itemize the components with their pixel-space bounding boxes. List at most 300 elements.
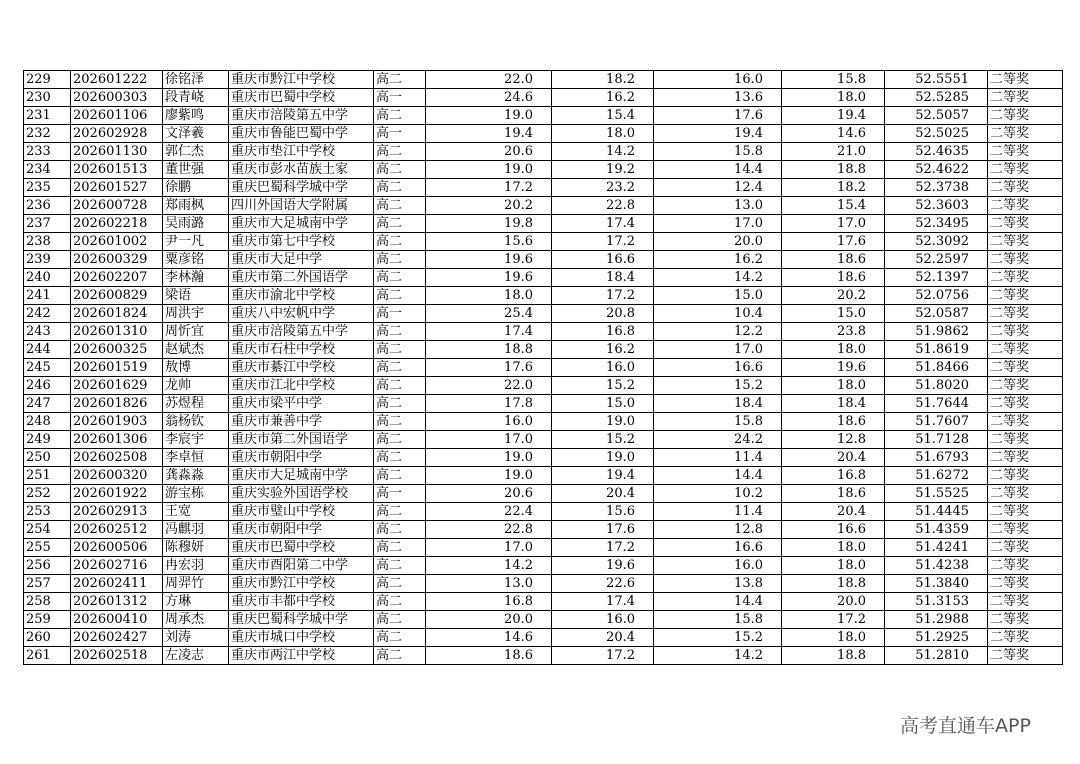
cell-score-4: 18.2 bbox=[782, 179, 885, 197]
cell-grade: 高一 bbox=[374, 125, 426, 143]
cell-score-2: 17.6 bbox=[552, 521, 654, 539]
cell-school: 重庆市兼善中学 bbox=[229, 413, 374, 431]
cell-rank: 238 bbox=[24, 233, 71, 251]
cell-score-1: 25.4 bbox=[426, 305, 552, 323]
cell-exam-id: 202601222 bbox=[71, 71, 163, 89]
cell-school: 重庆市黔江中学校 bbox=[229, 575, 374, 593]
cell-total-score: 51.2810 bbox=[885, 647, 988, 665]
cell-total-score: 51.3153 bbox=[885, 593, 988, 611]
cell-score-4: 23.8 bbox=[782, 323, 885, 341]
cell-school: 四川外国语大学附属 bbox=[229, 197, 374, 215]
cell-school: 重庆市黔江中学校 bbox=[229, 71, 374, 89]
cell-student-name: 徐鹏 bbox=[163, 179, 229, 197]
cell-exam-id: 202602508 bbox=[71, 449, 163, 467]
cell-award: 二等奖 bbox=[988, 179, 1063, 197]
cell-grade: 高二 bbox=[374, 269, 426, 287]
cell-award: 二等奖 bbox=[988, 287, 1063, 305]
cell-student-name: 李林瀚 bbox=[163, 269, 229, 287]
cell-score-4: 21.0 bbox=[782, 143, 885, 161]
cell-score-2: 15.2 bbox=[552, 431, 654, 449]
cell-student-name: 李宸宇 bbox=[163, 431, 229, 449]
table-row bbox=[24, 395, 1063, 413]
cell-student-name: 游宝栋 bbox=[163, 485, 229, 503]
table-row bbox=[24, 179, 1063, 197]
cell-exam-id: 202601312 bbox=[71, 593, 163, 611]
cell-score-2: 17.2 bbox=[552, 233, 654, 251]
table-row bbox=[24, 89, 1063, 107]
cell-score-2: 16.0 bbox=[552, 611, 654, 629]
cell-exam-id: 202601629 bbox=[71, 377, 163, 395]
cell-student-name: 粟彦铭 bbox=[163, 251, 229, 269]
cell-award: 二等奖 bbox=[988, 305, 1063, 323]
cell-score-1: 18.0 bbox=[426, 287, 552, 305]
cell-score-1: 19.0 bbox=[426, 449, 552, 467]
table-row bbox=[24, 323, 1063, 341]
cell-rank: 234 bbox=[24, 161, 71, 179]
cell-score-2: 17.4 bbox=[552, 593, 654, 611]
cell-exam-id: 202601903 bbox=[71, 413, 163, 431]
table-row bbox=[24, 611, 1063, 629]
cell-score-2: 19.4 bbox=[552, 467, 654, 485]
cell-award: 二等奖 bbox=[988, 359, 1063, 377]
cell-student-name: 吴雨潞 bbox=[163, 215, 229, 233]
cell-score-2: 16.6 bbox=[552, 251, 654, 269]
cell-grade: 高二 bbox=[374, 503, 426, 521]
cell-score-1: 19.4 bbox=[426, 125, 552, 143]
cell-exam-id: 202601527 bbox=[71, 179, 163, 197]
table-row bbox=[24, 521, 1063, 539]
cell-grade: 高二 bbox=[374, 467, 426, 485]
cell-exam-id: 202601922 bbox=[71, 485, 163, 503]
cell-total-score: 52.3495 bbox=[885, 215, 988, 233]
cell-grade: 高二 bbox=[374, 557, 426, 575]
cell-score-3: 10.4 bbox=[654, 305, 782, 323]
cell-rank: 257 bbox=[24, 575, 71, 593]
table-row bbox=[24, 233, 1063, 251]
cell-score-1: 14.2 bbox=[426, 557, 552, 575]
cell-student-name: 郑雨枫 bbox=[163, 197, 229, 215]
cell-total-score: 52.0587 bbox=[885, 305, 988, 323]
cell-score-1: 20.6 bbox=[426, 143, 552, 161]
cell-school: 重庆市第二外国语学 bbox=[229, 431, 374, 449]
cell-rank: 256 bbox=[24, 557, 71, 575]
cell-school: 重庆市巴蜀中学校 bbox=[229, 89, 374, 107]
cell-rank: 241 bbox=[24, 287, 71, 305]
cell-rank: 246 bbox=[24, 377, 71, 395]
cell-score-3: 10.2 bbox=[654, 485, 782, 503]
cell-score-3: 17.0 bbox=[654, 341, 782, 359]
cell-student-name: 陈穆妍 bbox=[163, 539, 229, 557]
cell-award: 二等奖 bbox=[988, 395, 1063, 413]
cell-score-3: 15.0 bbox=[654, 287, 782, 305]
cell-score-4: 18.6 bbox=[782, 251, 885, 269]
cell-exam-id: 202602518 bbox=[71, 647, 163, 665]
cell-score-4: 16.8 bbox=[782, 467, 885, 485]
cell-score-2: 22.8 bbox=[552, 197, 654, 215]
cell-grade: 高二 bbox=[374, 449, 426, 467]
cell-school: 重庆市大足中学 bbox=[229, 251, 374, 269]
cell-award: 二等奖 bbox=[988, 89, 1063, 107]
cell-score-3: 17.6 bbox=[654, 107, 782, 125]
watermark-text: 高考直通车APP bbox=[900, 715, 1031, 737]
table-row bbox=[24, 215, 1063, 233]
cell-score-2: 22.6 bbox=[552, 575, 654, 593]
cell-student-name: 文泽羲 bbox=[163, 125, 229, 143]
cell-score-1: 22.8 bbox=[426, 521, 552, 539]
cell-grade: 高二 bbox=[374, 359, 426, 377]
cell-total-score: 52.1397 bbox=[885, 269, 988, 287]
cell-score-1: 17.2 bbox=[426, 179, 552, 197]
cell-grade: 高一 bbox=[374, 485, 426, 503]
table-row bbox=[24, 251, 1063, 269]
cell-total-score: 51.6793 bbox=[885, 449, 988, 467]
table-row bbox=[24, 197, 1063, 215]
cell-grade: 高二 bbox=[374, 593, 426, 611]
cell-score-3: 24.2 bbox=[654, 431, 782, 449]
cell-score-4: 12.8 bbox=[782, 431, 885, 449]
cell-exam-id: 202601306 bbox=[71, 431, 163, 449]
cell-grade: 高二 bbox=[374, 341, 426, 359]
cell-school: 重庆市梁平中学 bbox=[229, 395, 374, 413]
cell-school: 重庆市石柱中学校 bbox=[229, 341, 374, 359]
cell-score-3: 16.2 bbox=[654, 251, 782, 269]
cell-award: 二等奖 bbox=[988, 413, 1063, 431]
cell-student-name: 周承杰 bbox=[163, 611, 229, 629]
cell-award: 二等奖 bbox=[988, 575, 1063, 593]
cell-award: 二等奖 bbox=[988, 269, 1063, 287]
cell-rank: 252 bbox=[24, 485, 71, 503]
cell-score-1: 14.6 bbox=[426, 629, 552, 647]
cell-score-1: 20.6 bbox=[426, 485, 552, 503]
cell-school: 重庆市第七中学校 bbox=[229, 233, 374, 251]
cell-score-2: 16.0 bbox=[552, 359, 654, 377]
cell-total-score: 52.5025 bbox=[885, 125, 988, 143]
cell-total-score: 51.2925 bbox=[885, 629, 988, 647]
table-row bbox=[24, 71, 1063, 89]
cell-school: 重庆市綦江中学校 bbox=[229, 359, 374, 377]
cell-total-score: 52.3603 bbox=[885, 197, 988, 215]
cell-rank: 235 bbox=[24, 179, 71, 197]
cell-score-3: 16.6 bbox=[654, 539, 782, 557]
table-row bbox=[24, 485, 1063, 503]
cell-award: 二等奖 bbox=[988, 125, 1063, 143]
cell-score-4: 17.0 bbox=[782, 215, 885, 233]
cell-score-4: 17.2 bbox=[782, 611, 885, 629]
cell-school: 重庆实验外国语学校 bbox=[229, 485, 374, 503]
cell-award: 二等奖 bbox=[988, 233, 1063, 251]
cell-score-2: 15.6 bbox=[552, 503, 654, 521]
cell-score-3: 14.4 bbox=[654, 467, 782, 485]
cell-student-name: 冉宏羽 bbox=[163, 557, 229, 575]
cell-exam-id: 202602218 bbox=[71, 215, 163, 233]
cell-award: 二等奖 bbox=[988, 485, 1063, 503]
cell-score-3: 14.4 bbox=[654, 593, 782, 611]
cell-score-3: 11.4 bbox=[654, 503, 782, 521]
cell-score-1: 19.6 bbox=[426, 251, 552, 269]
table-row bbox=[24, 629, 1063, 647]
cell-grade: 高二 bbox=[374, 161, 426, 179]
cell-school: 重庆市丰都中学校 bbox=[229, 593, 374, 611]
cell-grade: 高二 bbox=[374, 575, 426, 593]
cell-total-score: 51.8466 bbox=[885, 359, 988, 377]
cell-rank: 248 bbox=[24, 413, 71, 431]
cell-school: 重庆市彭水苗族土家 bbox=[229, 161, 374, 179]
cell-score-4: 18.0 bbox=[782, 89, 885, 107]
cell-award: 二等奖 bbox=[988, 161, 1063, 179]
cell-grade: 高二 bbox=[374, 323, 426, 341]
table-row bbox=[24, 575, 1063, 593]
cell-school: 重庆市涪陵第五中学 bbox=[229, 323, 374, 341]
cell-grade: 高一 bbox=[374, 89, 426, 107]
cell-grade: 高二 bbox=[374, 179, 426, 197]
cell-student-name: 周忻宜 bbox=[163, 323, 229, 341]
cell-award: 二等奖 bbox=[988, 215, 1063, 233]
cell-award: 二等奖 bbox=[988, 503, 1063, 521]
cell-score-2: 19.0 bbox=[552, 413, 654, 431]
cell-score-2: 19.0 bbox=[552, 449, 654, 467]
cell-grade: 高二 bbox=[374, 215, 426, 233]
cell-score-4: 14.6 bbox=[782, 125, 885, 143]
cell-score-1: 17.0 bbox=[426, 431, 552, 449]
cell-score-4: 20.2 bbox=[782, 287, 885, 305]
cell-award: 二等奖 bbox=[988, 611, 1063, 629]
cell-score-4: 18.8 bbox=[782, 575, 885, 593]
cell-student-name: 王宽 bbox=[163, 503, 229, 521]
table-row bbox=[24, 557, 1063, 575]
table-row bbox=[24, 143, 1063, 161]
cell-exam-id: 202601519 bbox=[71, 359, 163, 377]
cell-award: 二等奖 bbox=[988, 323, 1063, 341]
cell-total-score: 51.6272 bbox=[885, 467, 988, 485]
cell-score-2: 20.8 bbox=[552, 305, 654, 323]
cell-total-score: 51.5525 bbox=[885, 485, 988, 503]
cell-grade: 高二 bbox=[374, 611, 426, 629]
cell-score-2: 19.6 bbox=[552, 557, 654, 575]
cell-score-4: 18.8 bbox=[782, 647, 885, 665]
cell-school: 重庆市大足城南中学 bbox=[229, 467, 374, 485]
cell-total-score: 51.7644 bbox=[885, 395, 988, 413]
cell-total-score: 52.3092 bbox=[885, 233, 988, 251]
cell-rank: 240 bbox=[24, 269, 71, 287]
cell-score-3: 12.2 bbox=[654, 323, 782, 341]
cell-rank: 259 bbox=[24, 611, 71, 629]
cell-total-score: 51.8020 bbox=[885, 377, 988, 395]
results-table-body bbox=[24, 71, 1063, 665]
cell-grade: 高二 bbox=[374, 539, 426, 557]
cell-award: 二等奖 bbox=[988, 449, 1063, 467]
cell-rank: 243 bbox=[24, 323, 71, 341]
cell-exam-id: 202600325 bbox=[71, 341, 163, 359]
cell-exam-id: 202602913 bbox=[71, 503, 163, 521]
cell-grade: 高二 bbox=[374, 521, 426, 539]
cell-school: 重庆市酉阳第二中学 bbox=[229, 557, 374, 575]
cell-score-1: 19.0 bbox=[426, 107, 552, 125]
cell-grade: 高二 bbox=[374, 143, 426, 161]
cell-score-2: 15.4 bbox=[552, 107, 654, 125]
cell-student-name: 郭仁杰 bbox=[163, 143, 229, 161]
cell-exam-id: 202601826 bbox=[71, 395, 163, 413]
cell-rank: 244 bbox=[24, 341, 71, 359]
cell-award: 二等奖 bbox=[988, 143, 1063, 161]
cell-exam-id: 202601130 bbox=[71, 143, 163, 161]
table-row bbox=[24, 125, 1063, 143]
cell-score-4: 17.6 bbox=[782, 233, 885, 251]
cell-grade: 高二 bbox=[374, 647, 426, 665]
cell-exam-id: 202602411 bbox=[71, 575, 163, 593]
cell-total-score: 51.4241 bbox=[885, 539, 988, 557]
cell-score-4: 18.6 bbox=[782, 485, 885, 503]
table-row bbox=[24, 377, 1063, 395]
cell-score-1: 17.0 bbox=[426, 539, 552, 557]
table-row bbox=[24, 341, 1063, 359]
cell-score-3: 13.0 bbox=[654, 197, 782, 215]
cell-total-score: 51.9862 bbox=[885, 323, 988, 341]
cell-score-2: 18.0 bbox=[552, 125, 654, 143]
cell-student-name: 董世强 bbox=[163, 161, 229, 179]
cell-total-score: 51.4359 bbox=[885, 521, 988, 539]
cell-exam-id: 202600329 bbox=[71, 251, 163, 269]
cell-score-2: 15.0 bbox=[552, 395, 654, 413]
cell-score-4: 18.6 bbox=[782, 269, 885, 287]
table-row bbox=[24, 107, 1063, 125]
cell-rank: 254 bbox=[24, 521, 71, 539]
cell-score-2: 15.2 bbox=[552, 377, 654, 395]
cell-award: 二等奖 bbox=[988, 647, 1063, 665]
cell-student-name: 苏煜程 bbox=[163, 395, 229, 413]
cell-award: 二等奖 bbox=[988, 431, 1063, 449]
cell-grade: 高二 bbox=[374, 413, 426, 431]
cell-score-3: 15.8 bbox=[654, 611, 782, 629]
table-row bbox=[24, 449, 1063, 467]
cell-score-1: 17.4 bbox=[426, 323, 552, 341]
cell-rank: 253 bbox=[24, 503, 71, 521]
cell-school: 重庆市两江中学校 bbox=[229, 647, 374, 665]
cell-rank: 237 bbox=[24, 215, 71, 233]
table-row bbox=[24, 539, 1063, 557]
cell-total-score: 51.3840 bbox=[885, 575, 988, 593]
cell-student-name: 梁语 bbox=[163, 287, 229, 305]
cell-total-score: 51.4238 bbox=[885, 557, 988, 575]
results-table bbox=[23, 70, 1063, 665]
cell-exam-id: 202602427 bbox=[71, 629, 163, 647]
cell-school: 重庆市鲁能巴蜀中学 bbox=[229, 125, 374, 143]
cell-total-score: 52.2597 bbox=[885, 251, 988, 269]
cell-award: 二等奖 bbox=[988, 377, 1063, 395]
cell-total-score: 52.4622 bbox=[885, 161, 988, 179]
cell-score-1: 20.2 bbox=[426, 197, 552, 215]
cell-total-score: 52.4635 bbox=[885, 143, 988, 161]
cell-score-4: 18.4 bbox=[782, 395, 885, 413]
cell-rank: 251 bbox=[24, 467, 71, 485]
cell-rank: 236 bbox=[24, 197, 71, 215]
cell-score-3: 19.4 bbox=[654, 125, 782, 143]
cell-grade: 高二 bbox=[374, 377, 426, 395]
cell-score-1: 19.6 bbox=[426, 269, 552, 287]
cell-student-name: 龚淼淼 bbox=[163, 467, 229, 485]
cell-total-score: 51.7128 bbox=[885, 431, 988, 449]
cell-rank: 239 bbox=[24, 251, 71, 269]
cell-award: 二等奖 bbox=[988, 107, 1063, 125]
cell-score-2: 23.2 bbox=[552, 179, 654, 197]
cell-award: 二等奖 bbox=[988, 521, 1063, 539]
cell-score-4: 18.8 bbox=[782, 161, 885, 179]
cell-school: 重庆市城口中学校 bbox=[229, 629, 374, 647]
cell-score-4: 16.6 bbox=[782, 521, 885, 539]
cell-score-3: 13.6 bbox=[654, 89, 782, 107]
cell-school: 重庆八中宏帆中学 bbox=[229, 305, 374, 323]
cell-score-3: 15.8 bbox=[654, 143, 782, 161]
cell-score-1: 24.6 bbox=[426, 89, 552, 107]
cell-score-3: 15.2 bbox=[654, 629, 782, 647]
cell-score-3: 12.8 bbox=[654, 521, 782, 539]
cell-score-3: 14.4 bbox=[654, 161, 782, 179]
cell-score-1: 16.0 bbox=[426, 413, 552, 431]
cell-score-4: 18.0 bbox=[782, 629, 885, 647]
cell-score-1: 18.8 bbox=[426, 341, 552, 359]
cell-school: 重庆巴蜀科学城中学 bbox=[229, 611, 374, 629]
cell-award: 二等奖 bbox=[988, 557, 1063, 575]
cell-score-2: 20.4 bbox=[552, 629, 654, 647]
cell-school: 重庆市大足城南中学 bbox=[229, 215, 374, 233]
cell-rank: 230 bbox=[24, 89, 71, 107]
cell-score-4: 15.4 bbox=[782, 197, 885, 215]
cell-grade: 高一 bbox=[374, 305, 426, 323]
cell-rank: 232 bbox=[24, 125, 71, 143]
cell-score-2: 17.4 bbox=[552, 215, 654, 233]
cell-student-name: 冯麒羽 bbox=[163, 521, 229, 539]
cell-total-score: 52.5057 bbox=[885, 107, 988, 125]
cell-score-2: 17.2 bbox=[552, 647, 654, 665]
cell-student-name: 翁杨钦 bbox=[163, 413, 229, 431]
cell-score-1: 22.0 bbox=[426, 71, 552, 89]
cell-rank: 261 bbox=[24, 647, 71, 665]
cell-exam-id: 202601824 bbox=[71, 305, 163, 323]
cell-score-2: 17.2 bbox=[552, 539, 654, 557]
cell-total-score: 52.3738 bbox=[885, 179, 988, 197]
cell-score-3: 17.0 bbox=[654, 215, 782, 233]
cell-score-3: 14.2 bbox=[654, 269, 782, 287]
cell-rank: 250 bbox=[24, 449, 71, 467]
cell-score-3: 11.4 bbox=[654, 449, 782, 467]
cell-student-name: 赵斌杰 bbox=[163, 341, 229, 359]
table-row bbox=[24, 467, 1063, 485]
cell-score-2: 18.2 bbox=[552, 71, 654, 89]
cell-school: 重庆巴蜀科学城中学 bbox=[229, 179, 374, 197]
cell-student-name: 李卓恒 bbox=[163, 449, 229, 467]
cell-grade: 高二 bbox=[374, 197, 426, 215]
cell-school: 重庆市渝北中学校 bbox=[229, 287, 374, 305]
cell-exam-id: 202601310 bbox=[71, 323, 163, 341]
cell-score-1: 20.0 bbox=[426, 611, 552, 629]
cell-rank: 255 bbox=[24, 539, 71, 557]
cell-score-1: 16.8 bbox=[426, 593, 552, 611]
table-row bbox=[24, 503, 1063, 521]
cell-school: 重庆市第二外国语学 bbox=[229, 269, 374, 287]
cell-total-score: 51.8619 bbox=[885, 341, 988, 359]
cell-award: 二等奖 bbox=[988, 539, 1063, 557]
cell-rank: 247 bbox=[24, 395, 71, 413]
cell-school: 重庆市璧山中学校 bbox=[229, 503, 374, 521]
cell-score-1: 18.6 bbox=[426, 647, 552, 665]
cell-student-name: 段青峣 bbox=[163, 89, 229, 107]
cell-student-name: 周羿竹 bbox=[163, 575, 229, 593]
cell-rank: 260 bbox=[24, 629, 71, 647]
cell-rank: 229 bbox=[24, 71, 71, 89]
cell-student-name: 刘涛 bbox=[163, 629, 229, 647]
cell-score-2: 18.4 bbox=[552, 269, 654, 287]
cell-exam-id: 202600506 bbox=[71, 539, 163, 557]
cell-award: 二等奖 bbox=[988, 341, 1063, 359]
